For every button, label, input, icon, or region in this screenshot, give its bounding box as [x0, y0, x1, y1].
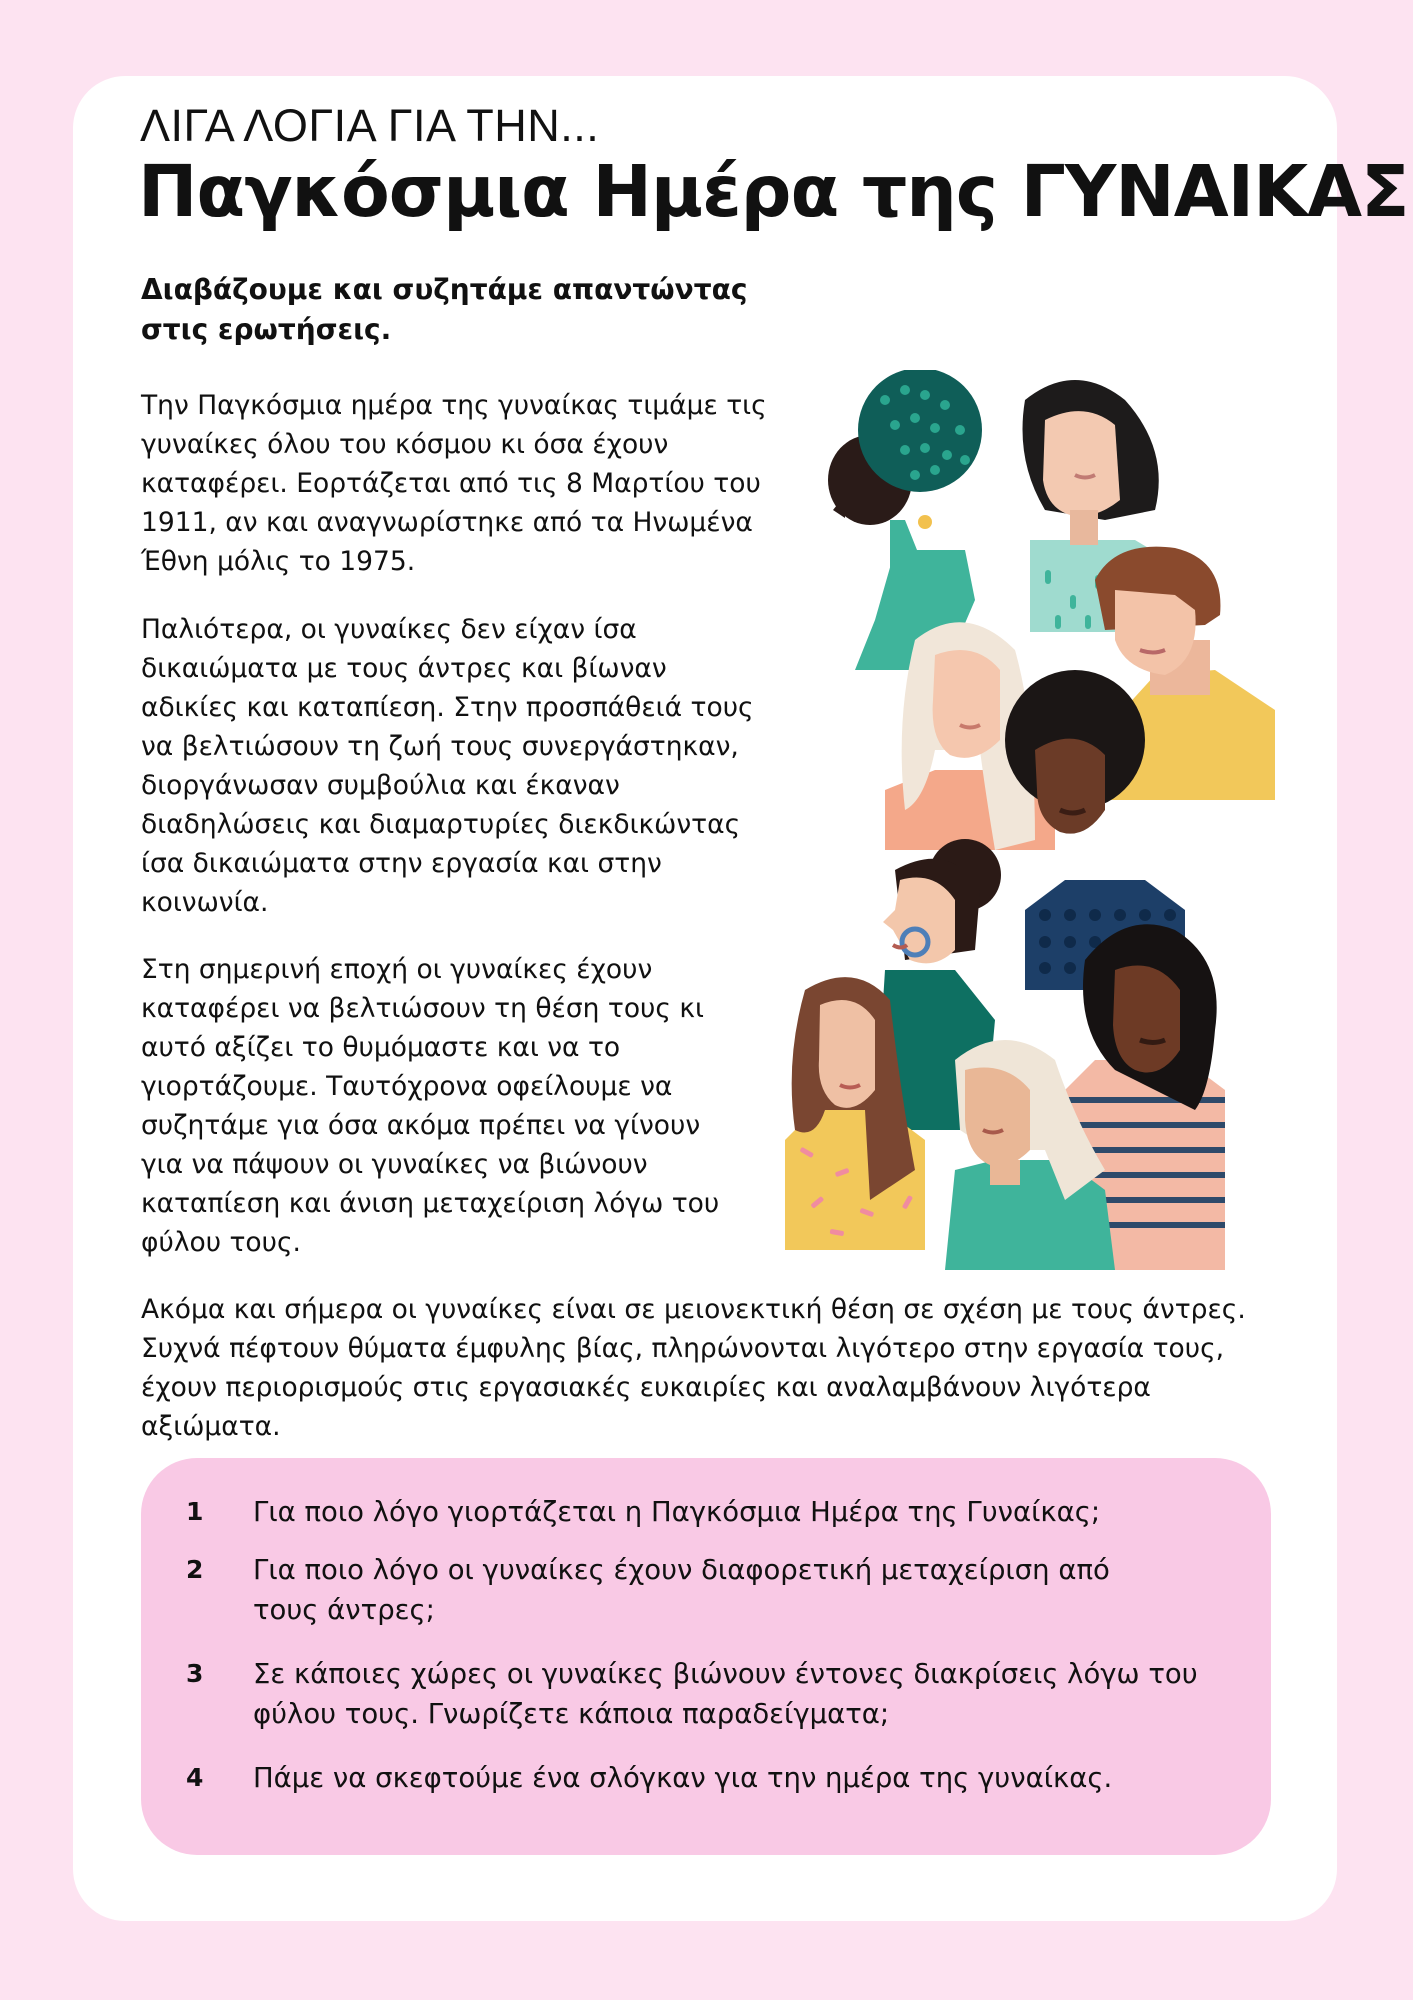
paragraph-line: δικαιώματα με τους άντρες και βίωναν — [141, 653, 667, 684]
paragraph-line: Στη σημερινή εποχή οι γυναίκες έχουν — [141, 954, 653, 985]
paragraph-line: 1911, αν και αναγνωρίστηκε από τα Ηνωμένα — [141, 507, 753, 538]
paragraph-line: γιορτάζουμε. Ταυτόχρονα οφείλουμε να — [141, 1071, 673, 1102]
paragraph-line: αυτό αξίζει το θυμόμαστε και να το — [141, 1032, 621, 1063]
questions-box — [141, 1458, 1271, 1855]
question-line: Για ποιο λόγο οι γυναίκες έχουν διαφορετική μεταχείριση από — [253, 1554, 1110, 1586]
paragraph-line: φύλου τους. — [141, 1227, 301, 1258]
paragraph-line: καταφέρει να βελτιώσουν τη θέση τους κι — [141, 993, 704, 1024]
paragraph-line: να βελτιώσουν τη ζωή τους συνεργάστηκαν, — [141, 731, 739, 762]
paragraph-line: διαδηλώσεις και διαμαρτυρίες διεκδικώντας — [141, 809, 741, 840]
women-group-illustration — [775, 370, 1285, 1270]
question-number: 1 — [186, 1497, 204, 1526]
paragraph-today — [141, 950, 781, 1262]
lead-line: στις ερωτήσεις. — [141, 313, 392, 346]
paragraph-history — [141, 610, 781, 922]
question-line: τους άντρες; — [253, 1594, 435, 1626]
question-text — [253, 1758, 1233, 1798]
paragraph-line: καταπίεση και άνιση μεταχείριση λόγω του — [141, 1188, 720, 1219]
kicker-heading: ΛΙΓΑ ΛΟΓΙΑ ΓΙΑ ΤΗΝ... — [140, 100, 600, 151]
page-title: Παγκόσμια Ημέρα της ΓΥΝΑΙΚΑΣ — [138, 150, 1409, 233]
paragraph-line: καταφέρει. Εορτάζεται από τις 8 Μαρτίου του — [141, 468, 761, 499]
question-number: 2 — [186, 1555, 204, 1584]
paragraph-line: Παλιότερα, οι γυναίκες δεν είχαν ίσα — [141, 614, 637, 645]
paragraph-line: Την Παγκόσμια ημέρα της γυναίκας τιμάμε τις — [141, 390, 767, 421]
paragraph-line: για να πάψουν οι γυναίκες να βιώνουν — [141, 1149, 648, 1180]
paragraph-line: αδικίες και καταπίεση. Στην προσπάθειά τους — [141, 692, 754, 723]
paragraph-inequality — [141, 1290, 1271, 1446]
question-line: Πάμε να σκεφτούμε ένα σλόγκαν για την ημέρα της γυναίκας. — [253, 1762, 1113, 1794]
paragraph-line: συζητάμε για όσα ακόμα πρέπει να γίνουν — [141, 1110, 701, 1141]
paragraph-intro — [141, 386, 781, 581]
lead-instruction — [141, 270, 801, 350]
question-line: Σε κάποιες χώρες οι γυναίκες βιώνουν έντονες διακρίσεις λόγω του — [253, 1658, 1198, 1690]
lead-line: Διαβάζουμε και συζητάμε απαντώντας — [141, 273, 748, 306]
question-line: φύλου τους. Γνωρίζετε κάποια παραδείγματα; — [253, 1698, 890, 1730]
paragraph-line: Συχνά πέφτουν θύματα έμφυλης βίας, πληρώνονται λιγότερο στην εργασία τους, — [141, 1333, 1225, 1364]
paragraph-line: ίσα δικαιώματα στην εργασία και στην — [141, 848, 662, 879]
question-number: 3 — [186, 1659, 204, 1688]
question-text — [253, 1492, 1233, 1532]
paragraph-line: Έθνη μόλις το 1975. — [141, 546, 416, 577]
question-text — [253, 1654, 1233, 1734]
paragraph-line: Ακόμα και σήμερα οι γυναίκες είναι σε μειονεκτική θέση σε σχέση με τους άντρες. — [141, 1294, 1246, 1325]
paragraph-line: κοινωνία. — [141, 887, 269, 918]
paragraph-line: γυναίκες όλου του κόσμου κι όσα έχουν — [141, 429, 669, 460]
question-number: 4 — [186, 1763, 204, 1792]
paragraph-line: έχουν περιορισμούς στις εργασιακές ευκαιρίες και αναλαμβάνουν λιγότερα — [141, 1372, 1151, 1403]
question-text — [253, 1550, 1233, 1630]
paragraph-line: αξιώματα. — [141, 1411, 281, 1442]
paragraph-line: διοργάνωσαν συμβούλια και έκαναν — [141, 770, 620, 801]
question-line: Για ποιο λόγο γιορτάζεται η Παγκόσμια Ημέρα της Γυναίκας; — [253, 1496, 1101, 1528]
